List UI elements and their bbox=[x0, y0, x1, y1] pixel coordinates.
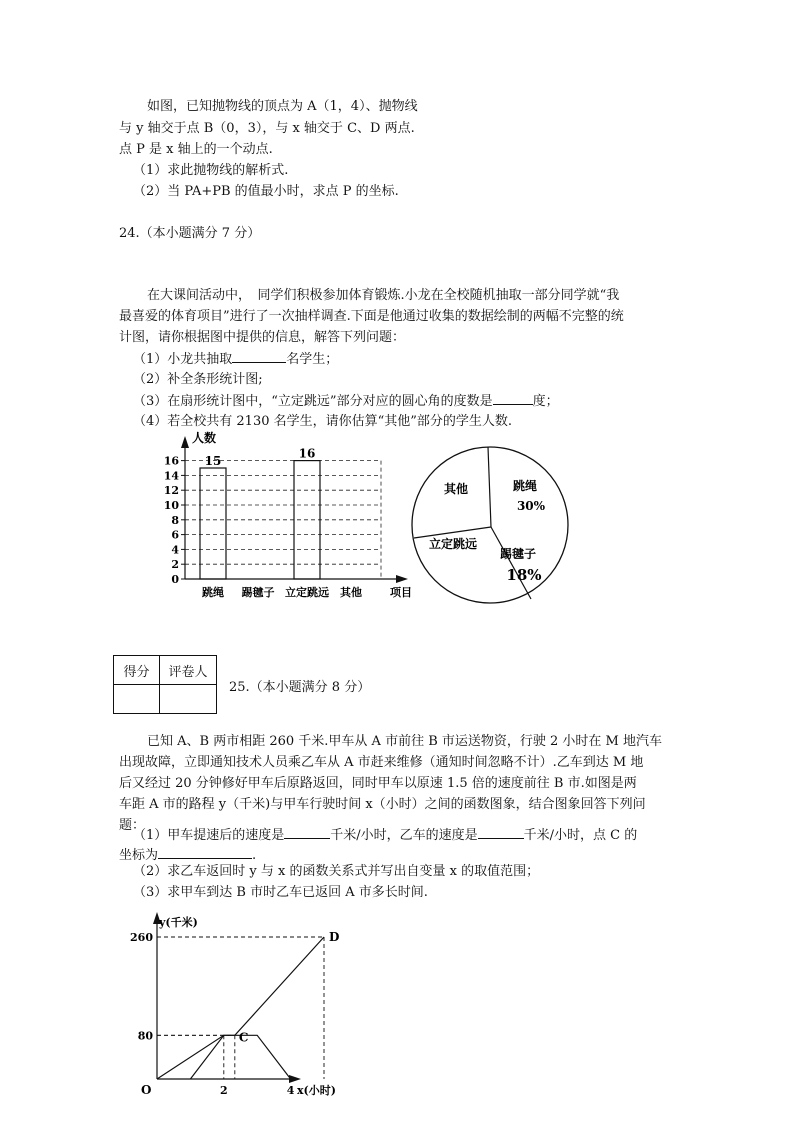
score-label: 得分 bbox=[114, 656, 160, 685]
q25-part-1-b: 千米/小时，乙车的速度是 bbox=[330, 828, 478, 843]
x-tick-label: 踢毽子 bbox=[241, 586, 275, 599]
y-tick-label: 4 bbox=[171, 543, 179, 557]
q24-header: 24.（本小题满分 7 分） bbox=[119, 226, 261, 241]
pie-slice-label: 跳绳 bbox=[512, 479, 538, 493]
y-tick-label: 6 bbox=[171, 528, 179, 542]
pie-outline bbox=[412, 447, 568, 603]
y-tick-label: 8 bbox=[171, 513, 179, 527]
pie-slice-label: 其他 bbox=[443, 482, 469, 496]
y-axis-label: y(千米) bbox=[159, 916, 198, 929]
q24-part-3-prefix: （3）在扇形统计图中，“立定跳远”部分对应的圆心角的度数是 bbox=[133, 394, 493, 409]
point-label-d: D bbox=[329, 930, 340, 944]
q24-part-3 bbox=[133, 392, 559, 411]
q24-part-4: （4）若全校共有 2130 名学生，请你估算“其他”部分的学生人数. bbox=[133, 414, 513, 429]
y-tick-label: 14 bbox=[163, 469, 179, 483]
x-tick-label: 2 bbox=[219, 1084, 228, 1097]
q25-part-3: （3）求甲车到达 B 市时乙车已返回 A 市多长时间. bbox=[133, 885, 428, 900]
answer-blank[interactable] bbox=[493, 392, 533, 405]
pie-percent-label: 18% bbox=[506, 566, 542, 584]
x-axis-label: 项目 bbox=[390, 586, 412, 599]
q25-part-2: （2）求乙车返回时 y 与 x 的函数关系式并写出自变量 x 的取值范围； bbox=[133, 864, 540, 879]
y-tick-label: 0 bbox=[171, 573, 179, 586]
point-label-c: C bbox=[238, 1030, 249, 1045]
answer-blank[interactable] bbox=[232, 350, 286, 363]
q24-intro-1: 在大课间活动中， 同学们积极参加体育锻炼.小龙在全校随机抽取一部分同学就“我 bbox=[147, 288, 620, 303]
q25-part-1-e: . bbox=[252, 848, 257, 863]
line-chart bbox=[125, 910, 375, 1110]
q24-part-1-prefix: （1）小龙共抽取 bbox=[133, 352, 233, 367]
q24-intro-2: 最喜爱的体育项目”进行了一次抽样调查.下面是他通过收集的数据绘制的两幅不完整的统 bbox=[119, 309, 624, 324]
q25-intro-5: 题： bbox=[119, 818, 146, 833]
y-axis-arrow bbox=[181, 436, 189, 448]
grader-label: 评卷人 bbox=[160, 656, 217, 685]
q24-part-1-suffix: 名学生； bbox=[286, 352, 339, 367]
origin-label: O bbox=[141, 1083, 152, 1097]
q25-intro-4: 车距 A 市的路程 y（千米)与甲车行驶时间 x（小时）之间的函数图象，结合图象回答下列问 bbox=[119, 797, 646, 812]
q24-part-2: （2）补全条形统计图; bbox=[133, 372, 263, 387]
q25-part-1-c: 千米/小时，点 C 的 bbox=[523, 828, 638, 843]
q23-part-1: （1）求此抛物线的解析式. bbox=[133, 163, 289, 178]
bar-chart bbox=[150, 430, 420, 605]
y-tick-label: 10 bbox=[163, 499, 179, 512]
y-axis-label: 人数 bbox=[192, 431, 217, 445]
q25-intro-1: 已知 A、B 两市相距 260 千米.甲车从 A 市前往 B 市运送物资，行驶 2 小时在 M 地汽车 bbox=[147, 734, 662, 749]
q24-intro-3: 计图，请你根据图中提供的信息，解答下列问题： bbox=[119, 330, 406, 345]
q25-intro-3: 后又经过 20 分钟修好甲车后原路返回，同时甲车以原速 1.5 倍的速度前往 B 市.如图是两 bbox=[119, 776, 637, 791]
x-tick-label: 其他 bbox=[340, 586, 362, 599]
pie-slice-label: 踢毽子 bbox=[499, 547, 537, 561]
q24-part-1 bbox=[133, 350, 338, 369]
bar-data-label: 15 bbox=[204, 454, 222, 468]
q23-part-2: （2）当 PA+PB 的值最小时，求点 P 的坐标. bbox=[133, 184, 399, 199]
q25-header: 25.（本小题满分 8 分） bbox=[229, 680, 371, 695]
answer-blank[interactable] bbox=[478, 826, 524, 839]
bar bbox=[200, 468, 226, 579]
pie-slice-label: 立定跳远 bbox=[428, 537, 478, 551]
x-tick-label: 4 bbox=[286, 1084, 295, 1097]
x-axis-label: x(小时) bbox=[297, 1084, 336, 1097]
score-table bbox=[113, 655, 217, 714]
x-tick-label: 跳绳 bbox=[202, 586, 224, 599]
q24-part-3-suffix: 度； bbox=[532, 394, 559, 409]
bar-data-label: 16 bbox=[298, 446, 316, 461]
q25-part-1-d: 坐标为 bbox=[119, 848, 159, 863]
y-tick-label: 80 bbox=[137, 1029, 153, 1043]
answer-blank[interactable] bbox=[158, 846, 252, 859]
x-tick-label: 立定跳远 bbox=[285, 586, 329, 599]
y-tick-label: 12 bbox=[163, 484, 179, 498]
score-cell[interactable] bbox=[114, 685, 160, 714]
x-axis-arrow bbox=[289, 1075, 301, 1083]
pie-chart bbox=[405, 440, 575, 610]
q23-line-2: 与 y 轴交于点 B（0，3），与 x 轴交于 C、D 两点. bbox=[119, 121, 415, 136]
y-tick-label: 16 bbox=[163, 454, 179, 468]
q25-part-1 bbox=[133, 826, 637, 845]
pie-slice-border bbox=[491, 527, 531, 599]
answer-blank[interactable] bbox=[284, 826, 330, 839]
series-line bbox=[157, 937, 324, 1079]
q25-intro-2: 出现故障，立即通知技术人员乘乙车从 A 市赶来维修（通知时间忽略不计）.乙车到达 M 地 bbox=[119, 755, 644, 770]
q23-line-1: 如图，已知抛物线的顶点为 A（1，4）、抛物线 bbox=[147, 99, 418, 114]
y-tick-label: 260 bbox=[130, 931, 153, 944]
pie-percent-label: 30% bbox=[516, 499, 546, 513]
pie-slice-border bbox=[488, 447, 491, 527]
q23-line-3: 点 P 是 x 轴上的一个动点. bbox=[119, 142, 273, 157]
q25-part-1-a: （1）甲车提速后的速度是 bbox=[133, 828, 285, 843]
grader-cell[interactable] bbox=[160, 685, 217, 714]
y-tick-label: 2 bbox=[171, 558, 179, 572]
